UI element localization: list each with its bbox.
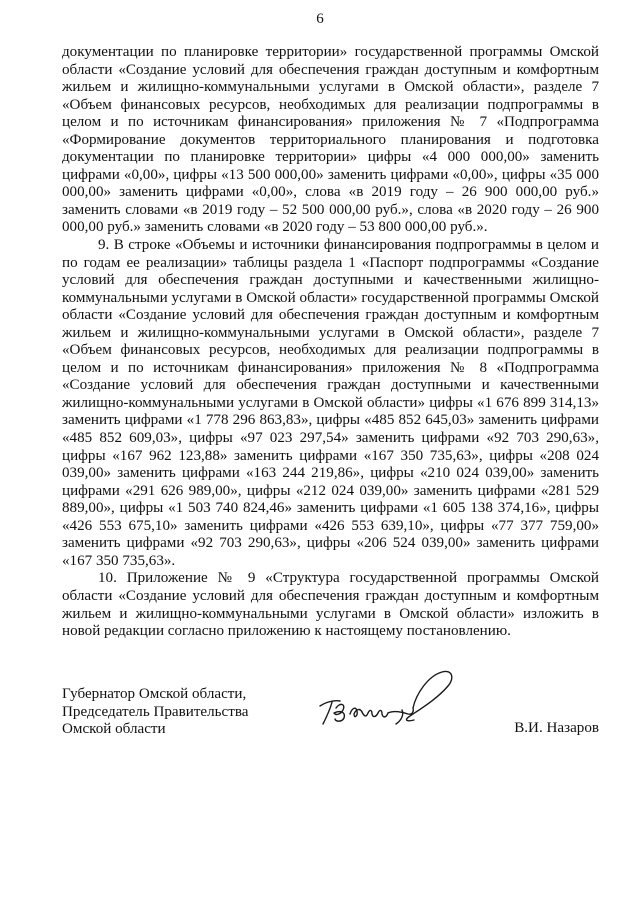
page-number: 6 [316,11,324,27]
signatory-title-line: Председатель Правительства [62,703,249,720]
paragraph-item-10: 10. Приложение № 9 «Структура государственной программы Омской области «Создание условий для обеспечения граждан доступным и комфортным жильем и жилищно-коммунальными услугами в Омской области» изложить в новой редакции согласно приложению к настоящему постановлению. [62,570,599,640]
handwritten-signature [310,664,460,734]
signatory-title-line: Губернатор Омской области, [62,686,247,702]
signatory-title-line: Омской области [62,721,166,737]
signatory-name: В.И. Назаров [514,720,599,736]
signature-block [62,686,599,756]
paragraph-item-9: 9. В строке «Объемы и источники финансирования подпрограммы в целом и по годам ее реализации» таблицы раздела 1 «Паспорт подпрограммы «Создание условий для обеспечения граждан доступными и качественными жилищно-коммунальными услугами в Омской области» государственной программы Омской области «Создание условий для обеспечения граждан доступным и комфортным жильем и жилищно-коммунальными услугами в Омской области», разделе 7 «Объем финансовых ресурсов, необходимых для реализации подпрограммы в целом и по источникам финансирования» приложения № 8 «Подпрограмма «Создание условий для обеспечения граждан доступными и качественными жилищно-коммунальными услугами в Омской области» цифры «1 676 899 314,13» заменить цифрами «1 778 296 863,83», цифры «485 852 645,03» заменить цифрами «485 852 609,03», цифры «97 023 297,54» заменить цифрами «92 703 290,63», цифры «167 962 123,88» заменить цифрами «167 350 735,63», цифры «208 024 039,00» заменить цифрами «163 244 219,86», цифры «210 024 039,00» заменить цифрами «291 626 989,00», цифры «212 024 039,00» заменить цифрами «281 529 889,00», цифры «1 503 740 824,46» заменить цифрами «1 605 138 374,16», цифры «426 553 675,10» заменить цифрами «426 553 639,10», цифры «77 377 759,00» заменить цифрами «92 703 290,63», цифры «206 524 039,00» заменить цифрами «167 350 735,63». [62,237,599,569]
signatory-title [62,686,248,739]
paragraph-continuation: документации по планировке территории» государственной программы Омской области «Создание условий для обеспечения граждан доступным и комфортным жильем и жилищно-коммунальными услугами в Омской области», разделе 7 «Объем финансовых ресурсов, необходимых для реализации подпрограммы в целом и по источникам финансирования» приложения № 7 «Подпрограмма «Формирование документов территориального планирования и подготовка документации по планировке территории» цифры «4 000 000,00» заменить цифрами «0,00», цифры «13 500 000,00» заменить цифрами «0,00», цифры «35 000 000,00» заменить цифрами «0,00», слова «в 2019 году – 26 900 000,00 руб.» заменить словами «в 2019 году – 52 500 000,00 руб.», слова «в 2020 году – 26 900 000,00 руб.» заменить словами «в 2020 году – 53 800 000,00 руб.». [62,44,599,236]
document-body [62,44,599,641]
